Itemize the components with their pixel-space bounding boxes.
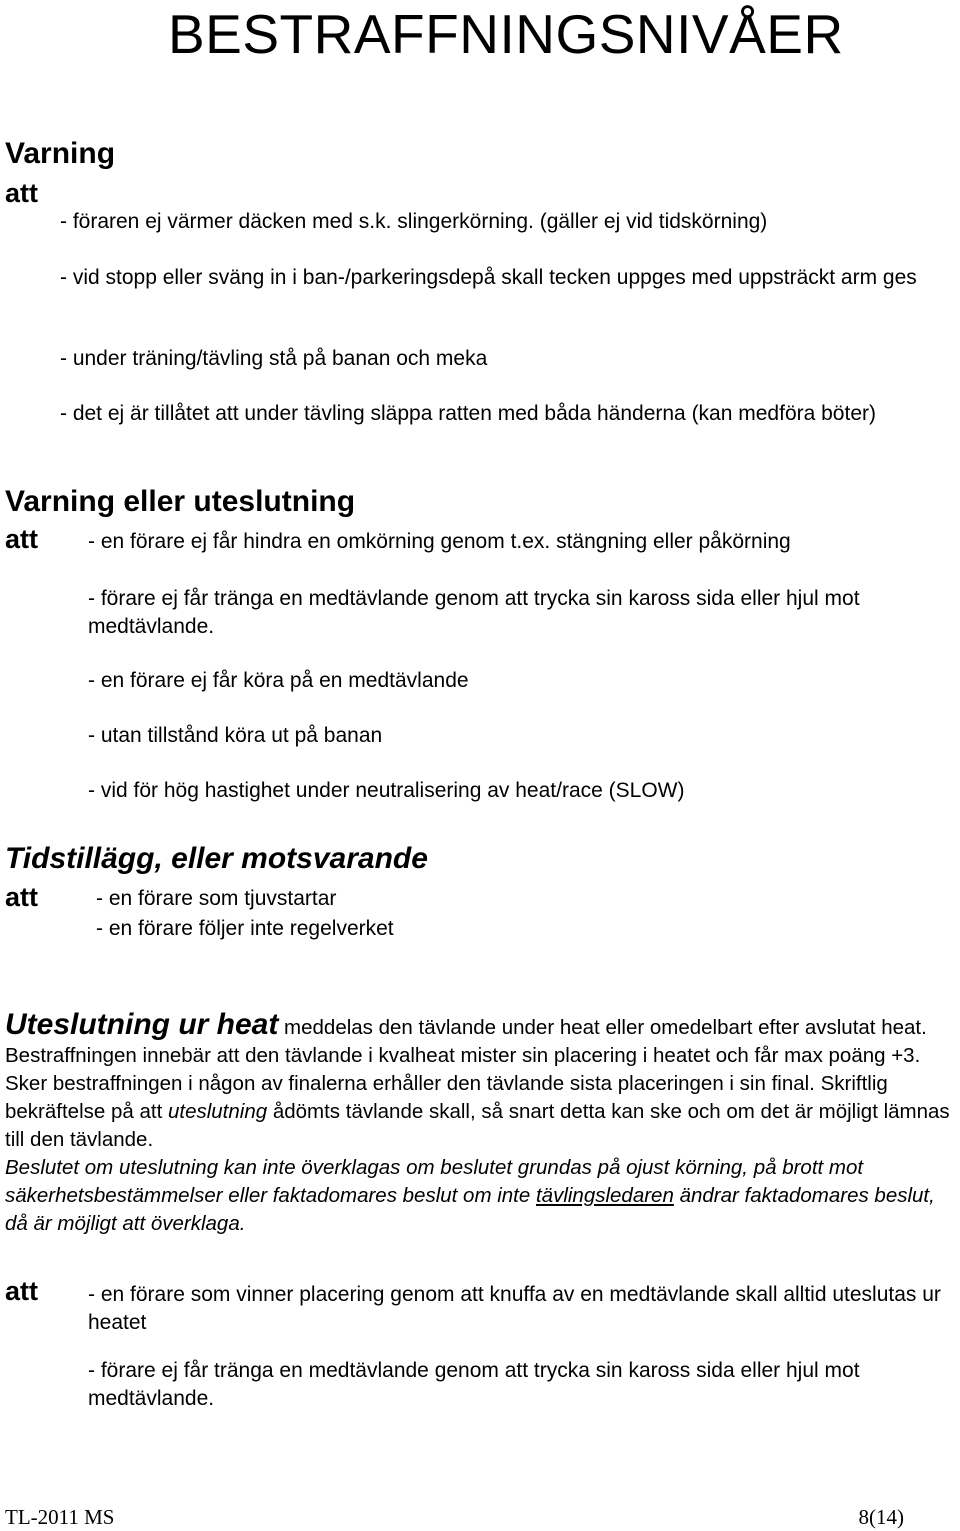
- att-label: att: [5, 1276, 38, 1306]
- uteslutning-heading: Uteslutning ur heat: [5, 1008, 279, 1041]
- list-item: - förare ej får tränga en medtävlande genom att trycka sin kaross sida eller hjul mot medtävlande.: [88, 1359, 860, 1410]
- paragraph-text-italic: Beslutet om uteslutning kan inte överklagas om beslutet grundas på ojust körning, på brott mot säkerhetsbestämmelser eller faktadomares beslut om inte: [5, 1156, 864, 1207]
- page-title: BESTRAFFNINGSNIVÅER: [168, 3, 844, 65]
- paragraph-text-italic-underlined: tävlingsledaren: [535, 1184, 674, 1207]
- list-item: - en förare som vinner placering genom att knuffa av en medtävlande skall alltid uteslutas ur heatet: [88, 1283, 941, 1334]
- list-item: - en förare som tjuvstartar: [96, 887, 337, 910]
- list-item: - det ej är tillåtet att under tävling släppa ratten med båda händerna (kan medföra böter): [60, 402, 876, 425]
- list-item: - utan tillstånd köra ut på banan: [88, 724, 383, 747]
- list-item: - en förare ej får köra på en medtävlande: [88, 669, 469, 692]
- section-heading-varning-eller-uteslutning: Varning eller uteslutning: [5, 485, 356, 518]
- section-heading-tidstillagg: Tidstillägg, eller motsvarande: [5, 842, 428, 875]
- uteslutning-paragraph: [5, 1008, 960, 1238]
- page-number: 8(14): [858, 1505, 904, 1529]
- list-item: - föraren ej värmer däcken med s.k. slingerkörning. (gäller ej vid tidskörning): [60, 210, 768, 233]
- paragraph-text: ådömts tävlande skall, så snart detta kan ske och om det är möjligt lämnas till den tävlande.: [5, 1100, 950, 1151]
- list-item: - en förare följer inte regelverket: [96, 917, 394, 940]
- att-label: att: [5, 524, 38, 554]
- paragraph-text-italic: ändrar faktadomares beslut, då är möjligt att överklaga.: [5, 1184, 935, 1235]
- list-item: - förare ej får tränga en medtävlande genom att trycka sin kaross sida eller hjul mot medtävlande.: [88, 587, 860, 638]
- att-label: att: [5, 882, 38, 912]
- section-heading-varning: Varning: [5, 137, 116, 170]
- list-item: - vid stopp eller sväng in i ban-/parkeringsdepå skall tecken uppges med uppsträckt arm ges: [60, 266, 917, 289]
- att-label: att: [5, 178, 38, 208]
- paragraph-text: meddelas den tävlande under heat eller omedelbart efter avslutat heat. Bestraffningen innebär att den tävlande i kvalheat mister sin placering i heatet och får max poäng +3. Sker bestraffningen i någon av finalerna erhåller den tävlande sista placeringen i sin final. Skriftlig bekräftelse på att: [5, 1016, 927, 1123]
- footer-left: TL-2011 MS: [5, 1505, 115, 1529]
- list-item: - vid för hög hastighet under neutralisering av heat/race (SLOW): [88, 779, 685, 802]
- paragraph-text-italic: uteslutning: [167, 1100, 268, 1123]
- list-item: - under träning/tävling stå på banan och meka: [60, 347, 488, 370]
- list-item: - en förare ej får hindra en omkörning genom t.ex. stängning eller påkörning: [88, 530, 791, 553]
